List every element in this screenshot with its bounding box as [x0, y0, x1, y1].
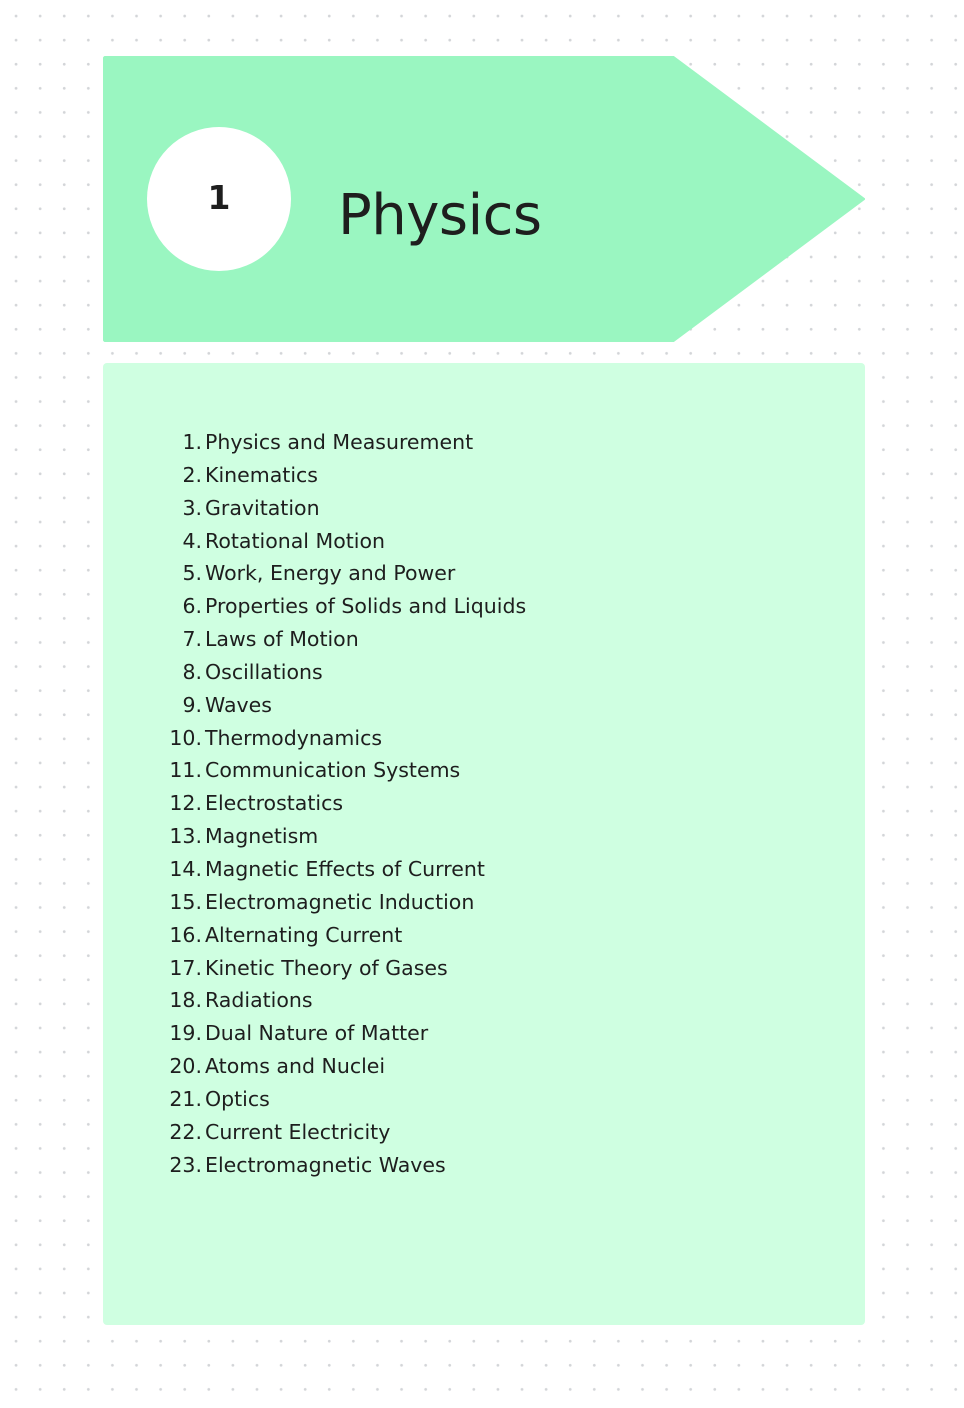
section-number-badge: [147, 127, 291, 271]
topic-number: 23.: [169, 1152, 202, 1177]
topic-label: Rotational Motion: [205, 528, 386, 553]
topic-label: Atoms and Nuclei: [205, 1054, 386, 1079]
topic-label: Magnetic Effects of Current: [205, 856, 485, 881]
topic-number: 2.: [182, 462, 202, 487]
topic-label: Electromagnetic Induction: [205, 889, 475, 914]
topic-number: 12.: [169, 791, 202, 816]
topics-panel: [103, 363, 865, 1325]
topic-label: Electrostatics: [205, 791, 344, 816]
topic-label: Radiations: [205, 988, 313, 1013]
topic-label: Current Electricity: [205, 1119, 391, 1144]
topic-number: 13.: [169, 824, 202, 849]
topic-number: 4.: [182, 528, 202, 553]
section-title: Physics: [338, 183, 542, 248]
topic-label: Kinematics: [205, 462, 318, 487]
topic-label: Oscillations: [205, 659, 323, 684]
topic-label: Magnetism: [205, 824, 319, 849]
section-number: 1: [207, 177, 231, 217]
topic-number: 14.: [169, 856, 202, 881]
topic-number: 9.: [182, 692, 202, 717]
topic-number: 7.: [182, 627, 202, 652]
topic-number: 21.: [169, 1086, 202, 1111]
topic-number: 20.: [169, 1054, 202, 1079]
topic-number: 19.: [169, 1021, 202, 1046]
topic-number: 10.: [169, 725, 202, 750]
topic-label: Kinetic Theory of Gases: [205, 955, 448, 980]
topic-number: 16.: [169, 922, 202, 947]
topic-number: 15.: [169, 889, 202, 914]
topic-label: Laws of Motion: [205, 627, 359, 652]
topic-number: 5.: [182, 561, 202, 586]
topic-number: 3.: [182, 495, 202, 520]
topic-number: 6.: [182, 594, 202, 619]
topic-number: 11.: [169, 758, 202, 783]
topic-label: Thermodynamics: [205, 725, 383, 750]
topic-label: Dual Nature of Matter: [205, 1021, 429, 1046]
topic-number: 17.: [169, 955, 202, 980]
topic-label: Optics: [205, 1086, 270, 1111]
topic-number: 22.: [169, 1119, 202, 1144]
topic-label: Alternating Current: [205, 922, 403, 947]
topic-label: Work, Energy and Power: [205, 561, 456, 586]
topic-label: Gravitation: [205, 495, 320, 520]
topic-label: Properties of Solids and Liquids: [205, 594, 527, 619]
topic-label: Physics and Measurement: [205, 430, 474, 454]
topic-number: 8.: [182, 659, 202, 684]
topic-number: 18.: [169, 988, 202, 1013]
topic-label: Communication Systems: [205, 758, 461, 783]
topic-label: Waves: [205, 692, 272, 717]
topic-label: Electromagnetic Waves: [205, 1152, 446, 1177]
topic-number: 1.: [182, 430, 202, 454]
